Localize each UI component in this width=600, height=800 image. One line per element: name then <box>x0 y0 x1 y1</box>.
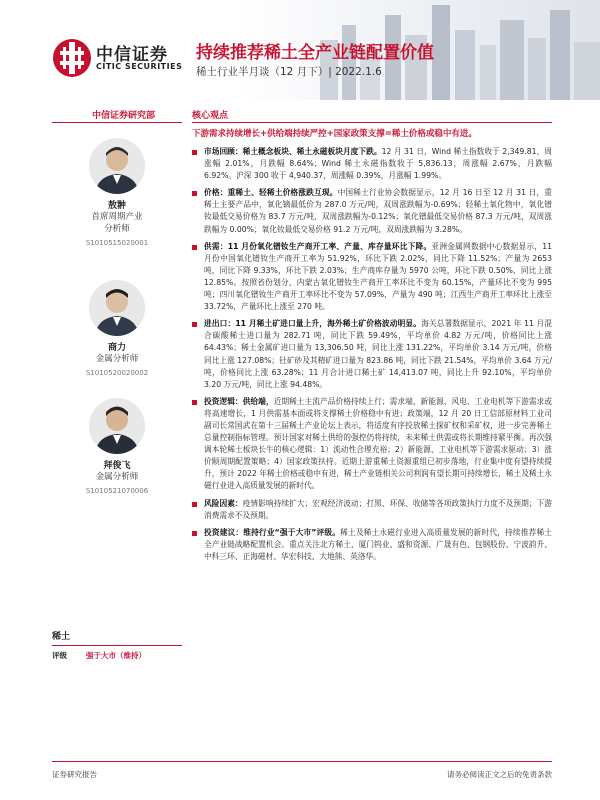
section-investment-advice <box>192 527 552 563</box>
square-bullet-icon <box>192 322 197 327</box>
section-lead: 风险因素： <box>204 498 243 508</box>
square-bullet-icon <box>192 400 197 405</box>
analyst-license-code: S1010521070006 <box>85 487 149 495</box>
core-sections <box>192 146 552 568</box>
rating-label: 评级 <box>52 651 67 660</box>
report-header <box>0 0 600 100</box>
square-bullet-icon <box>192 191 197 196</box>
brand-name-en: CITIC SECURITIES <box>96 62 183 71</box>
section-body: 近期稀土主流产品价格持续上行；需求端，新能源、风电、工业电机等下游需求或将高速增长，1 月供需基本面或将支撑稀土价格稳中有进；政策端，12 月 20 日工信部原材料工业司副司长常国武在第十三届稀土产业论坛上表示，将适度有序投放稀土探矿权和采矿权，进一步完善稀土总量控制指标管理。预计国家对稀土供给的强控仍将持续，未来稀土供需或将长期维持紧平衡。再次强调本轮稀土板块长牛的核心逻辑：1）流动性合理充裕；2）新能源、工业电机等下游需求驱动；3）涨价顺周期配置策略；4）国家政策扶持。近期上游重稀土资源重组已初步落地，行业集中度有望持续提升，预计 2022 年稀土价格或稳中有进，稀土产业链相关公司利润有望长期可持续增长，稀土及稀土永磁行业进入高质量发展的新时代。 <box>204 396 552 491</box>
analyst-card <box>52 280 182 379</box>
square-bullet-icon <box>192 502 197 507</box>
report-subtitle: 稀土行业半月谈（12 月下）| 2022.1.6 <box>196 66 382 78</box>
summary-line: 下游需求持续增长+供给端持续严控+国家政策支撑=稀土价格或稳中有进。 <box>192 129 477 139</box>
section-price <box>192 187 552 235</box>
analyst-role: 金属分析师 <box>95 472 139 482</box>
right-divider <box>192 122 552 123</box>
section-investment-logic <box>192 396 552 493</box>
section-lead: 价格：重稀土、轻稀土价格涨跌互现。 <box>204 188 338 198</box>
section-lead: 市场回顾：稀土概念板块、稀土永磁板块月度下跌。 <box>204 147 382 156</box>
industry-rating-box <box>52 629 182 661</box>
section-body: 中国稀土行业协会数据显示，12 月 16 日至 12 月 31 日，重稀土主要产品中，氧化镝最低价为 287.0 万元/吨，双周涨跌幅为-0.69%；轻稀土氧化物中，氧化镨钕最低交易价格为 83.7 万元/吨，双周涨跌幅为-0.12%；氧化镨最低交易价格 87.3 万元/吨，双周涨跌幅为 0.00%；氧化钕最低交易价格 91.2 万元/吨，双周涨跌幅为 3.28%。 <box>204 188 552 234</box>
analyst-role: 金属分析师 <box>95 354 139 364</box>
section-body: 稀土及稀土永磁行业进入高质量发展的新时代，持续推荐稀土全产业链战略配置机会。重点关注北方稀土、厦门钨业、盛和资源、广晟有色、包钢股份、宁波韵升、中科三环、正海磁材、华宏科技、大地熊、英洛华。 <box>204 527 552 561</box>
section-body: 亚洲金属网数据中心数据显示，11 月份中国氧化镨钕生产商开工率为 51.92%，环比下跌 2.02%，同比下降 11.52%；产量为 2653 吨，同比下降 9.33%，环比下跌 2.03%；生产商库存量为 5970 公吨，环比下跌 0.50%，同比上涨 12.85%。按照省份划分，内蒙古氧化镨钕生产商开工率环比不变为 60.15%，产量环比不变为 995 吨；四川氧化镨钕生产商开工率环比不变为 57.09%，产量为 490 吨；江西生产商开工率环比上涨至 33.72%，产量环比上涨至 270 吨。 <box>204 241 552 312</box>
industry-name: 稀土 <box>52 629 182 646</box>
analyst-name: 商力 <box>107 343 126 353</box>
analyst-name: 敖翀 <box>107 201 126 211</box>
rating-row <box>52 650 182 661</box>
section-lead: 进出口：11 月稀土矿进口量上升，海外稀土矿价格波动明显。 <box>204 319 422 329</box>
citic-logo-icon <box>52 38 92 78</box>
analyst-license-code: S1010515020001 <box>85 239 149 247</box>
section-supply-demand <box>192 241 552 314</box>
section-lead: 投资逻辑：供给端， <box>204 396 274 406</box>
analyst-photo <box>89 398 145 454</box>
section-body: 12 月 31 日，Wind 稀土指数收于 2,349.81，周涨幅 2.01%，月跌幅 8.64%；Wind 稀土永磁指数收于 5,836.13，周涨幅 2.67%，月跌幅 6.92%。沪深 300 收于 4,940.37，周涨幅 0.39%，月涨幅 1.99%。 <box>204 147 552 181</box>
section-market-review <box>192 146 552 182</box>
section-lead: 供需：11 月份氧化镨钕生产商开工率、产量、库存量环比下降。 <box>204 241 432 251</box>
footer-divider <box>52 761 552 762</box>
analyst-card <box>52 138 182 249</box>
analyst-role-line2: 分析师 <box>104 224 130 234</box>
rating-value: 强于大市（维持） <box>86 651 146 660</box>
analyst-photo <box>89 280 145 336</box>
section-import-export <box>192 318 552 391</box>
square-bullet-icon <box>192 150 197 155</box>
footer-report-type: 证券研究报告 <box>52 770 97 779</box>
analyst-name: 拜俊飞 <box>103 461 131 471</box>
analyst-license-code: S1010520020002 <box>85 369 149 377</box>
analyst-role: 首席周期产业 <box>91 212 143 222</box>
report-title: 持续推荐稀土全产业链配置价值 <box>196 43 434 63</box>
square-bullet-icon <box>192 245 197 250</box>
analyst-photo <box>89 138 145 194</box>
brand-name-cn: 中信证券 <box>96 45 168 65</box>
research-dept-label: 中信证券研究部 <box>92 111 156 121</box>
footer-disclaimer: 请务必阅读正文之后的免责条款 <box>447 770 552 779</box>
section-risk-factors <box>192 498 552 522</box>
left-divider <box>52 122 182 123</box>
analyst-card <box>52 398 182 497</box>
square-bullet-icon <box>192 531 197 536</box>
section-body: 海关总署数据显示，2021 年 11 月混合碳酸稀土进口量为 282.71 吨，同比下跌 59.49%，平均单价 4.82 万元/吨，价格同比上涨 64.43%；稀土金属矿进口量为 13,306.50 吨，同比上涨 131.22%，平均单价 3.14 万元/吨，价格同比上涨 127.08%；钍矿砂及其精矿进口量为 823.86 吨，同比下跌 21.54%，平均单价 3.64 万元/吨，价格同比上涨 63.28%；11 月合计进口稀土矿 14,413.07 吨，同比上升 92.10%，平均单价 3.20 万元/吨，同比上涨 94.48%。 <box>204 319 552 389</box>
section-lead: 投资建议：维持行业“强于大市”评级。 <box>204 527 341 537</box>
core-views-heading: 核心观点 <box>192 111 229 121</box>
section-body: 疫情影响持续扩大；宏观经济波动；打黑、环保、收储等各项政策执行力度不及预期；下游消费需求不及预期。 <box>204 498 552 520</box>
